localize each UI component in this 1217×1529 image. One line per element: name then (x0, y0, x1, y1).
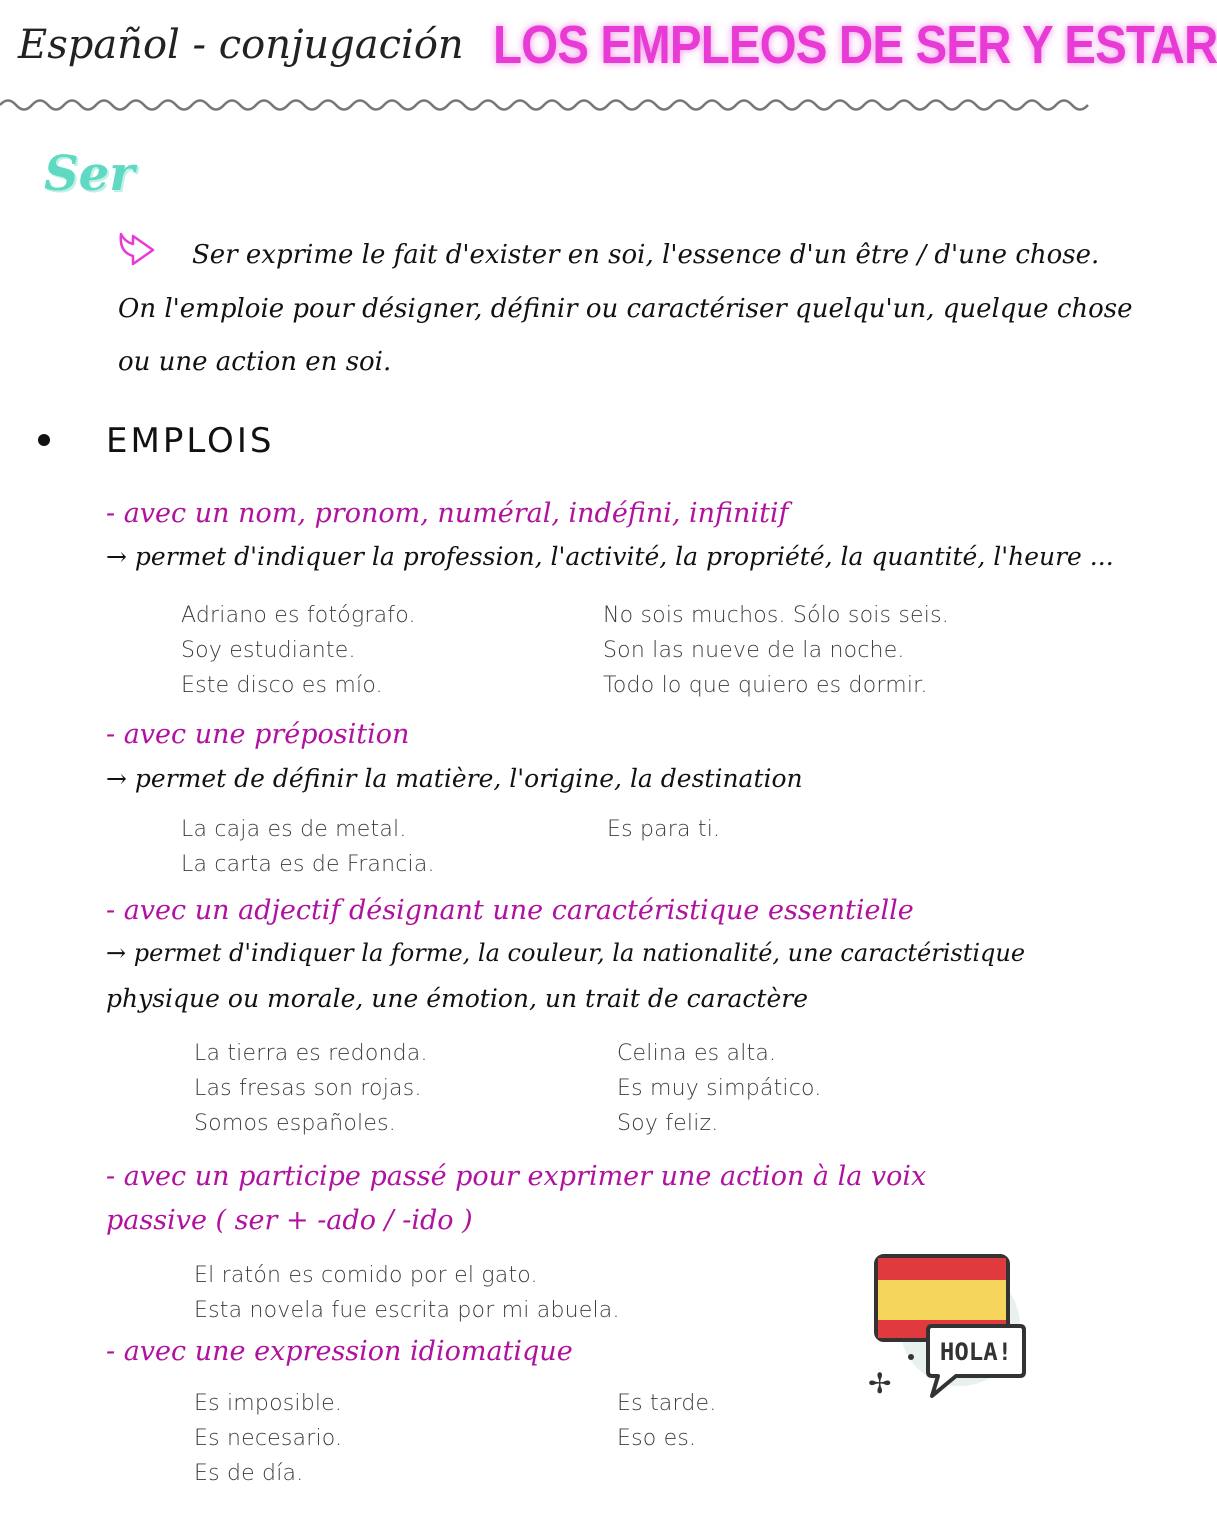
example-sentence: Es necesario. (194, 1426, 343, 1451)
explanation-profession: → permet d'indiquer la profession, l'activité, la propriété, la quantité, l'heure ... (106, 542, 1114, 571)
examples-group-3-right (617, 1041, 822, 1136)
hola-sticker (862, 1246, 1037, 1406)
speech-bubble-text: HOLA! (939, 1338, 1013, 1366)
example-sentence: Es para ti. (607, 817, 721, 842)
example-sentence: Este disco es mío. (181, 673, 383, 698)
example-sentence: Esta novela fue escrita por mi abuela. (194, 1298, 620, 1323)
explanation-forme-line-1: → permet d'indiquer la forme, la couleur, la nationalité, une caractéristique (106, 939, 1026, 967)
examples-group-5-right (617, 1391, 716, 1451)
topic-nom-pronom: - avec un nom, pronom, numéral, indéfini, infinitif (106, 498, 789, 529)
example-sentence: Adriano es fotógrafo. (181, 603, 416, 628)
examples-group-1-left (181, 603, 416, 698)
emplois-heading: EMPLOIS (106, 421, 275, 461)
example-sentence: El ratón es comido por el gato. (194, 1263, 538, 1288)
example-sentence: Es muy simpático. (617, 1076, 822, 1101)
intro-line-2: On l'emploie pour désigner, définir ou caractériser quelqu'un, quelque chose (118, 294, 1133, 324)
page-title: LOS EMPLEOS DE SER Y ESTAR (493, 15, 1217, 75)
wavy-divider (0, 94, 1080, 116)
topic-expression-idiomatique: - avec une expression idiomatique (106, 1336, 573, 1367)
example-sentence: Soy feliz. (617, 1111, 719, 1136)
examples-group-2-left (181, 817, 435, 877)
dot-decoration (908, 1354, 914, 1360)
topic-participe-line-2: passive ( ser + -ado / -ido ) (106, 1205, 473, 1236)
intro-line-1: Ser exprime le fait d'exister en soi, l'essence d'un être / d'une chose. (192, 240, 1100, 270)
example-sentence: Es de día. (194, 1461, 304, 1486)
bullet-dot (38, 434, 50, 446)
subject-label: Español - conjugación (18, 22, 464, 68)
examples-group-2-right (607, 817, 720, 842)
sparkle-icon: ✢ (868, 1367, 892, 1400)
examples-group-4 (194, 1263, 620, 1323)
section-title-ser: Ser (44, 146, 135, 202)
example-sentence: Es imposible. (194, 1391, 343, 1416)
topic-participe-line-1: - avec un participe passé pour exprimer une action à la voix (106, 1161, 927, 1192)
curved-arrow-icon (115, 226, 159, 270)
explanation-matiere: → permet de définir la matière, l'origine, la destination (106, 764, 803, 793)
example-sentence: Todo lo que quiero es dormir. (603, 673, 928, 698)
examples-group-3-left (194, 1041, 428, 1136)
example-sentence: La caja es de metal. (181, 817, 407, 842)
intro-line-3: ou une action en soi. (118, 347, 392, 377)
examples-group-1-right (603, 603, 949, 698)
example-sentence: Somos españoles. (194, 1111, 396, 1136)
example-sentence: Son las nueve de la noche. (603, 638, 905, 663)
topic-adjectif: - avec un adjectif désignant une caractéristique essentielle (106, 895, 914, 926)
explanation-forme-line-2: physique ou morale, une émotion, un trait de caractère (106, 984, 809, 1013)
example-sentence: La carta es de Francia. (181, 852, 435, 877)
example-sentence: Soy estudiante. (181, 638, 356, 663)
example-sentence: Las fresas son rojas. (194, 1076, 422, 1101)
example-sentence: Celina es alta. (617, 1041, 777, 1066)
example-sentence: La tierra es redonda. (194, 1041, 428, 1066)
example-sentence: No sois muchos. Sólo sois seis. (603, 603, 949, 628)
example-sentence: Eso es. (617, 1426, 697, 1451)
examples-group-5-left (194, 1391, 342, 1486)
topic-preposition: - avec une préposition (106, 719, 410, 750)
example-sentence: Es tarde. (617, 1391, 717, 1416)
